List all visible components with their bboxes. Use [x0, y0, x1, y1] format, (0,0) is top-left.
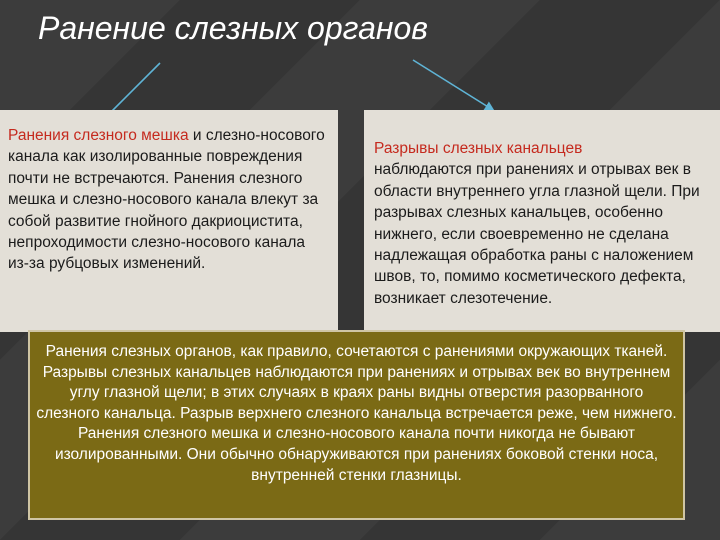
bottom-summary-panel	[28, 330, 685, 520]
bottom-text: Ранения слезных органов, как правило, сочетаются с ранениями окружающих тканей. Разрывы слезных канальцев наблюдаются при ранениях и отрывах век во внутреннем углу глазной щели; в этих случаях в краях раны видны отверстия разорванного слезного канальца. Разрыв верхнего слезного канальца встречается реже, чем нижнего. Ранения слезного мешка и слезно-носового канала почти никогда не бывают изолированными. Они обычно обнаруживаются при ранениях боковой стенки носа, внутренней стенки глазницы.	[36, 343, 677, 484]
left-paragraph	[8, 125, 328, 275]
left-highlight: Ранения слезного мешка	[8, 127, 189, 144]
right-text: наблюдаются при ранениях и отрывах век в области внутреннего угла глазной щели. При разрывах слезных канальцев, особенно нижнего, если своевременно не сделана надлежащая обработка раны с наложением швов, то, помимо косметического дефекта, возникает слезотечение.	[374, 161, 700, 307]
right-arrow	[413, 60, 493, 110]
right-text-panel	[364, 110, 720, 332]
left-text-panel	[0, 110, 338, 332]
right-heading: Разрывы слезных канальцев	[374, 140, 583, 157]
slide-title: Ранение слезных органов	[38, 10, 428, 46]
left-text: и слезно-носового канала как изолированные повреждения почти не встречаются. Ранения слезного мешка и слезно-носового канала влекут за собой развитие гнойного дакриоцистита, непроходимости слезно-носового канала из-за рубцовых изменений.	[8, 127, 325, 273]
